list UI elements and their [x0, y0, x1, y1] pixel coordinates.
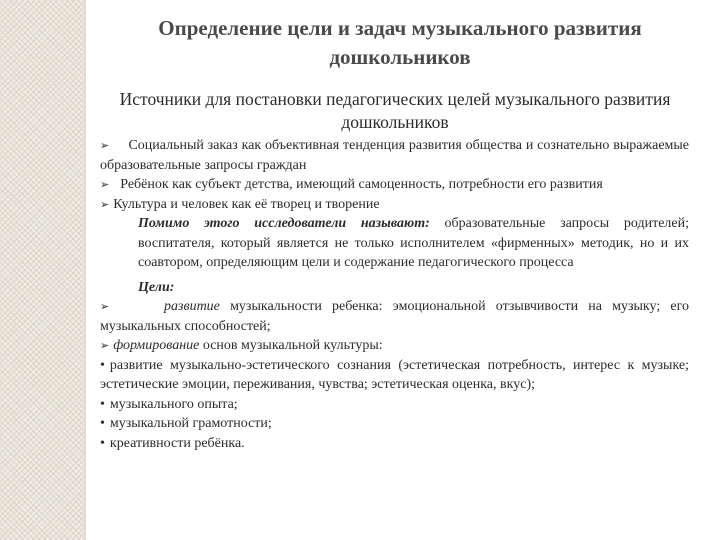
source-text: Культура и человек как её творец и творение: [113, 196, 380, 212]
stripe-divider: [84, 0, 86, 540]
researchers-text: образовательные запросы родителей; воспитателя, который является не только исполнителем «фирменных» методик, но и их соавтором, определяющим цели и содержание педагогического процесса: [138, 216, 689, 270]
arrow-bullet-icon: ➢: [100, 197, 110, 211]
slide-body: [100, 136, 689, 453]
goal-subitem-4: [100, 434, 689, 454]
researchers-lead: Помимо этого исследователи называют:: [138, 216, 430, 231]
goal-text: музыкальности ребенка: эмоциональной отзывчивости на музыку; его музыкальных способностей;: [100, 299, 690, 334]
source-item-1: [100, 136, 689, 175]
goal-subitem-text: креативности ребёнка.: [109, 435, 245, 451]
source-text: Социальный заказ как объективная тенденция развития общества и сознательно выражаемые образовательные запросы граждан: [100, 138, 690, 173]
goals-heading: Цели:: [138, 279, 175, 295]
dot-bullet-icon: •: [100, 435, 105, 451]
decorative-side-stripe: [0, 0, 84, 540]
arrow-bullet-icon: ➢: [100, 300, 110, 313]
arrow-bullet-icon: ➢: [100, 139, 110, 152]
goal-lead: развитие: [164, 299, 220, 314]
source-item-3: [100, 195, 689, 215]
arrow-bullet-icon: ➢: [100, 339, 110, 352]
goal-subitem-text: музыкальной грамотности;: [109, 416, 272, 431]
goal-subitem-text: музыкального опыта;: [109, 396, 238, 412]
source-text: Ребёнок как субъект детства, имеющий самоценность, потребности его развития: [120, 177, 603, 192]
goal-lead: формирование: [113, 338, 200, 353]
dot-bullet-icon: •: [100, 357, 105, 373]
arrow-bullet-icon: ➢: [100, 178, 110, 191]
goal-text: основ музыкальной культуры:: [199, 338, 383, 353]
slide-title: Определение цели и задач музыкального развития дошкольников: [158, 16, 642, 69]
goal-subitem-3: [100, 414, 689, 434]
goal-item-2: [100, 336, 689, 356]
goal-subitem-2: [100, 395, 689, 415]
goal-item-1: [100, 297, 689, 336]
goal-subitem-text: развитие музыкально-эстетического сознания (эстетическая потребность, интерес к музыке; эстетические эмоции, переживания, чувства; эстетическая оценка, вкус);: [100, 357, 689, 392]
dot-bullet-icon: •: [100, 396, 105, 412]
source-item-2: [100, 175, 689, 195]
dot-bullet-icon: •: [100, 416, 105, 431]
slide-subtitle: Источники для постановки педагогических целей музыкального развития дошкольников: [119, 89, 671, 132]
goal-subitem-1: [100, 356, 689, 395]
researchers-paragraph: [100, 214, 689, 273]
